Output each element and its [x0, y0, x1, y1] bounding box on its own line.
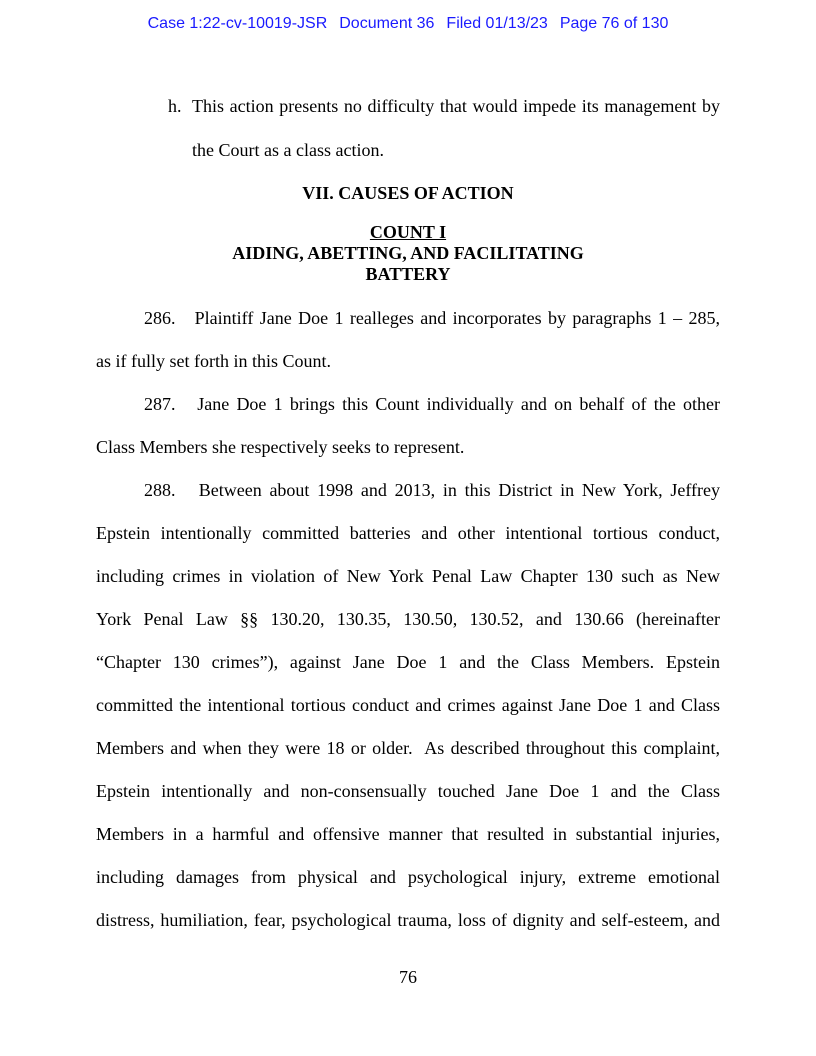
filed-date: Filed 01/13/23 [446, 15, 548, 32]
paragraph-288-line-7: Members and when they were 18 or older. As described throughout this complaint, [96, 738, 720, 758]
paragraph-287-line-2: Class Members she respectively seeks to represent. [96, 437, 465, 457]
section-heading: VII. CAUSES OF ACTION [302, 183, 514, 203]
page-of-total: Page 76 of 130 [559, 15, 669, 32]
item-h-line-2: the Court as a class action. [192, 140, 384, 160]
paragraph-288-line-9: Members in a harmful and offensive manner that resulted in substantial injuries, [96, 824, 720, 844]
count-subtitle-line-1: AIDING, ABETTING, AND FACILITATING [232, 243, 584, 263]
paragraph-288-line-4: York Penal Law §§ 130.20, 130.35, 130.50, 130.52, and 130.66 (hereinafter [96, 609, 720, 629]
item-h-line-1: This action presents no difficulty that would impede its management by [192, 96, 720, 116]
paragraph-288-line-8: Epstein intentionally and non-consensually touched Jane Doe 1 and the Class [96, 781, 720, 801]
paragraph-286-line-1: 286. Plaintiff Jane Doe 1 realleges and incorporates by paragraphs 1 – 285, [144, 308, 720, 328]
paragraph-286-line-2: as if fully set forth in this Count. [96, 351, 331, 371]
paragraph-288-line-5: “Chapter 130 crimes”), against Jane Doe 1 and the Class Members. Epstein [96, 652, 720, 672]
list-marker-h: h. [168, 96, 182, 116]
case-header [0, 15, 816, 33]
paragraph-288-line-1: 288. Between about 1998 and 2013, in this District in New York, Jeffrey [144, 480, 720, 500]
paragraph-288-line-6: committed the intentional tortious conduct and crimes against Jane Doe 1 and Class [96, 695, 720, 715]
case-number: Case 1:22-cv-10019-JSR [147, 15, 328, 32]
paragraph-288-line-10: including damages from physical and psychological injury, extreme emotional [96, 867, 720, 887]
count-subtitle-line-2: BATTERY [365, 264, 451, 284]
count-title: COUNT I [369, 222, 447, 242]
page-number: 76 [399, 967, 417, 987]
document-number: Document 36 [339, 15, 435, 32]
paragraph-287-line-1: 287. Jane Doe 1 brings this Count individually and on behalf of the other [144, 394, 720, 414]
paragraph-288-line-2: Epstein intentionally committed batteries and other intentional tortious conduct, [96, 523, 720, 543]
paragraph-288-line-3: including crimes in violation of New York Penal Law Chapter 130 such as New [96, 566, 720, 586]
paragraph-288-line-11: distress, humiliation, fear, psychological trauma, loss of dignity and self-esteem, and [96, 910, 720, 930]
